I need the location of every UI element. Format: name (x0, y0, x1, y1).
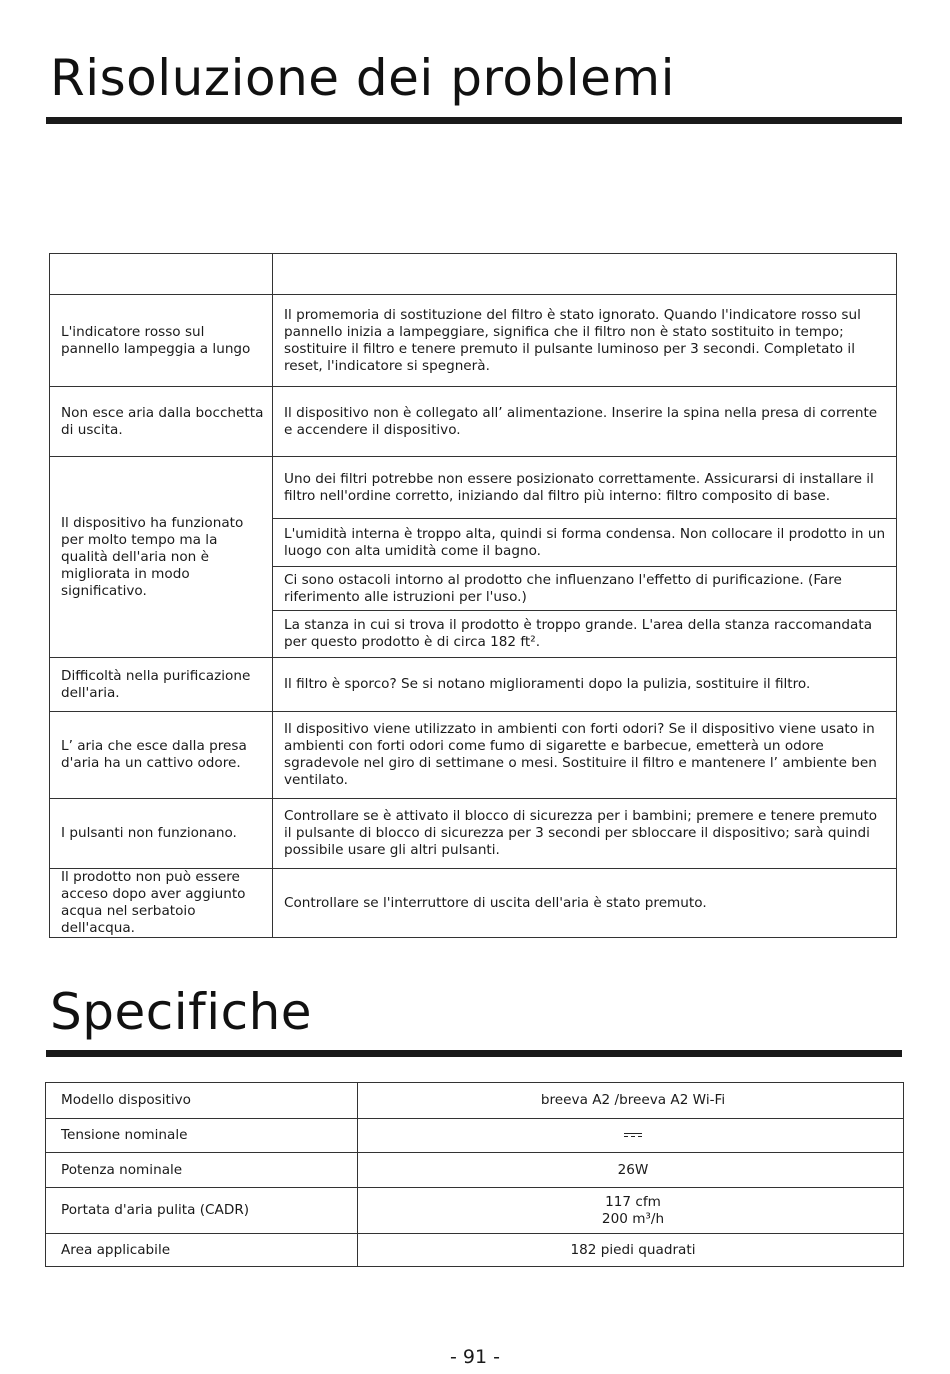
spec-value: 182 piedi quadrati (358, 1234, 904, 1267)
solution-cell: Uno dei filtri potrebbe non essere posizionato correttamente. Assicurarsi di installare il filtro nell'ordine corretto, iniziando dal filtro più interno: filtro composito di base. (273, 457, 897, 519)
solution-cell: Controllare se è attivato il blocco di sicurezza per i bambini; premere e tenere premuto il pulsante di blocco di sicurezza per 3 secondi per sbloccare il dispositivo; sarà quindi possibile usare gli altri pulsanti. (273, 799, 897, 869)
problem-cell: I pulsanti non funzionano. (50, 799, 273, 869)
troubleshooting-table (49, 253, 897, 938)
spec-value (358, 1119, 904, 1153)
spec-value: breeva A2 /breeva A2 Wi-Fi (358, 1083, 904, 1119)
table-row (50, 712, 897, 799)
spec-label: Potenza nominale (46, 1153, 358, 1188)
title-rule (46, 117, 902, 124)
spec-label: Modello dispositivo (46, 1083, 358, 1119)
solution-cell: Ci sono ostacoli intorno al prodotto che influenzano l'effetto di purificazione. (Fare riferimento alle istruzioni per l'uso.) (273, 567, 897, 611)
spec-label: Area applicabile (46, 1234, 358, 1267)
solution-cell: L'umidità interna è troppo alta, quindi si forma condensa. Non collocare il prodotto in un luogo con alta umidità come il bagno. (273, 519, 897, 567)
problem-cell: Non esce aria dalla bocchetta di uscita. (50, 387, 273, 457)
table-row (46, 1188, 904, 1234)
table-row (50, 658, 897, 712)
solution-cell: Il filtro è sporco? Se si notano miglioramenti dopo la pulizia, sostituire il filtro. (273, 658, 897, 712)
solution-cell: Il dispositivo viene utilizzato in ambienti con forti odori? Se il dispositivo viene usato in ambienti con forti odori come fumo di sigarette e barbecue, emetterà un odore sgradevole nel giro di settimane o mesi. Sostituire il filtro e mantenere l’ ambiente ben ventilato. (273, 712, 897, 799)
spec-value-line: 117 cfm (605, 1193, 661, 1210)
table-row (46, 1234, 904, 1267)
table-row (50, 869, 897, 938)
spec-value (358, 1188, 904, 1234)
specs-title-rule (46, 1050, 902, 1057)
dc-current-symbol-icon (624, 1133, 642, 1137)
problem-cell: L'indicatore rosso sul pannello lampeggia a lungo (50, 295, 273, 387)
spec-label: Tensione nominale (46, 1119, 358, 1153)
table-row (46, 1083, 904, 1119)
specs-table (45, 1082, 904, 1267)
table-row (50, 799, 897, 869)
spec-value-line: 200 m³/h (601, 1210, 665, 1227)
table-header-row (50, 254, 897, 295)
specs-title: Specifiche (50, 983, 313, 1041)
problem-cell: Difficoltà nella purificazione dell'aria. (50, 658, 273, 712)
spec-label: Portata d'aria pulita (CADR) (46, 1188, 358, 1234)
header-problem (50, 254, 273, 295)
table-row (50, 387, 897, 457)
problem-cell: L’ aria che esce dalla presa d'aria ha un cattivo odore. (50, 712, 273, 799)
troubleshooting-title: Risoluzione dei problemi (50, 49, 675, 107)
table-row (46, 1153, 904, 1188)
header-solution (273, 254, 897, 295)
table-row (50, 295, 897, 387)
spec-value: 26W (358, 1153, 904, 1188)
table-row (46, 1119, 904, 1153)
solution-cell: Controllare se l'interruttore di uscita dell'aria è stato premuto. (273, 869, 897, 938)
solution-cell: Il promemoria di sostituzione del filtro è stato ignorato. Quando l'indicatore rosso sul pannello inizia a lampeggiare, significa che il filtro non è stato sostituito in tempo; sostituire il filtro e tenere premuto il pulsante luminoso per 3 secondi. Completato il reset, l'indicatore si spegnerà. (273, 295, 897, 387)
problem-cell: Il prodotto non può essere acceso dopo aver aggiunto acqua nel serbatoio dell'acqua. (50, 869, 273, 938)
solution-cell: La stanza in cui si trova il prodotto è troppo grande. L'area della stanza raccomandata per questo prodotto è di circa 182 ft². (273, 611, 897, 658)
problem-cell: Il dispositivo ha funzionato per molto tempo ma la qualità dell'aria non è migliorata in modo significativo. (50, 457, 273, 658)
solution-cell: Il dispositivo non è collegato all’ alimentazione. Inserire la spina nella presa di corrente e accendere il dispositivo. (273, 387, 897, 457)
table-row (50, 457, 897, 519)
page-number: - 91 - (450, 1346, 500, 1368)
